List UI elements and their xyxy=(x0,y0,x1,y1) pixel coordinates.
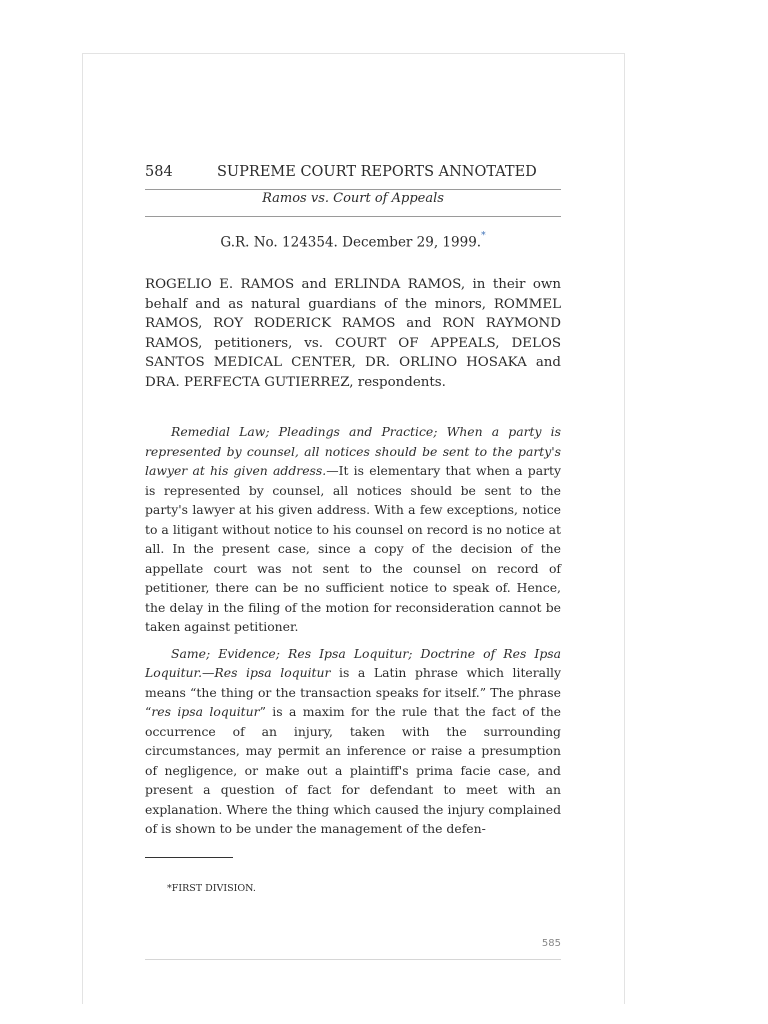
footnote-rule xyxy=(145,857,233,858)
latin-term: res ipsa loquitur xyxy=(151,704,260,719)
footnote: *FIRST DIVISION. xyxy=(167,883,256,894)
page-header xyxy=(145,164,561,188)
document-page xyxy=(82,53,625,1004)
running-title: Ramos vs. Court of Appeals xyxy=(262,191,444,206)
header-rule xyxy=(145,189,561,190)
page-footer-rule xyxy=(145,959,561,960)
syllabus-heading: Remedial Law; Pleadings and Practice; When a party is represented by counsel, all notices should be sent to the party's lawyer at his given address. xyxy=(145,424,561,478)
reporter-title: SUPREME COURT REPORTS ANNOTATED xyxy=(217,164,537,180)
page-footer-number: 585 xyxy=(541,938,561,949)
syllabus-text: is a Latin phrase which literally means “the thing or the transaction speaks for itself.” The phrase “ xyxy=(145,665,561,719)
header-rule-bottom xyxy=(145,216,561,217)
case-number-line xyxy=(145,231,561,251)
syllabus-heading: Same; Evidence; Res Ipsa Loquitur; Doctrine of Res Ipsa Loquitur. xyxy=(145,645,561,680)
syllabus xyxy=(145,422,561,839)
latin-term: Res ipsa loquitur xyxy=(214,665,331,680)
syllabus-text: ” is a maxim for the rule that the fact of the occurrence of an injury, taken with the surrounding circumstances, may permit an inference or raise a presumption of negligence, or make out a plaintiff's prima facie case, and present a question of fact for defendant to meet with an explanation. Where the thing which caused the injury complained of is shown to be under the management of the defen- xyxy=(145,704,562,836)
footnote-link[interactable]: * xyxy=(481,231,486,241)
syllabus-paragraph xyxy=(145,422,561,637)
page-number: 584 xyxy=(145,164,173,180)
case-parties: ROGELIO E. RAMOS and ERLINDA RAMOS, in their own behalf and as natural guardians of the minors, ROMMEL RAMOS, ROY RODERICK RAMOS and RON RAYMOND RAMOS, petitioners, vs. COURT OF APPEALS, DELOS SANTOS MEDICAL CENTER, DR. ORLINO HOSAKA and DRA. PERFECTA GUTIERREZ, respondents. xyxy=(145,277,561,390)
syllabus-paragraph xyxy=(145,644,561,839)
syllabus-dash: — xyxy=(202,665,215,680)
gr-number: G.R. No. 124354. December 29, 1999. xyxy=(220,234,482,251)
syllabus-text: —It is elementary that when a party is represented by counsel, all notices should be sent to the party's lawyer at his given address. With a few exceptions, notice to a litigant without notice to his counsel on record is no notice at all. In the present case, since a copy of the decision of the appellate court was not sent to the counsel on record of petitioner, there can be no sufficient notice to speak of. Hence, the delay in the filing of the motion for reconsideration cannot be taken against petitioner. xyxy=(145,463,561,634)
